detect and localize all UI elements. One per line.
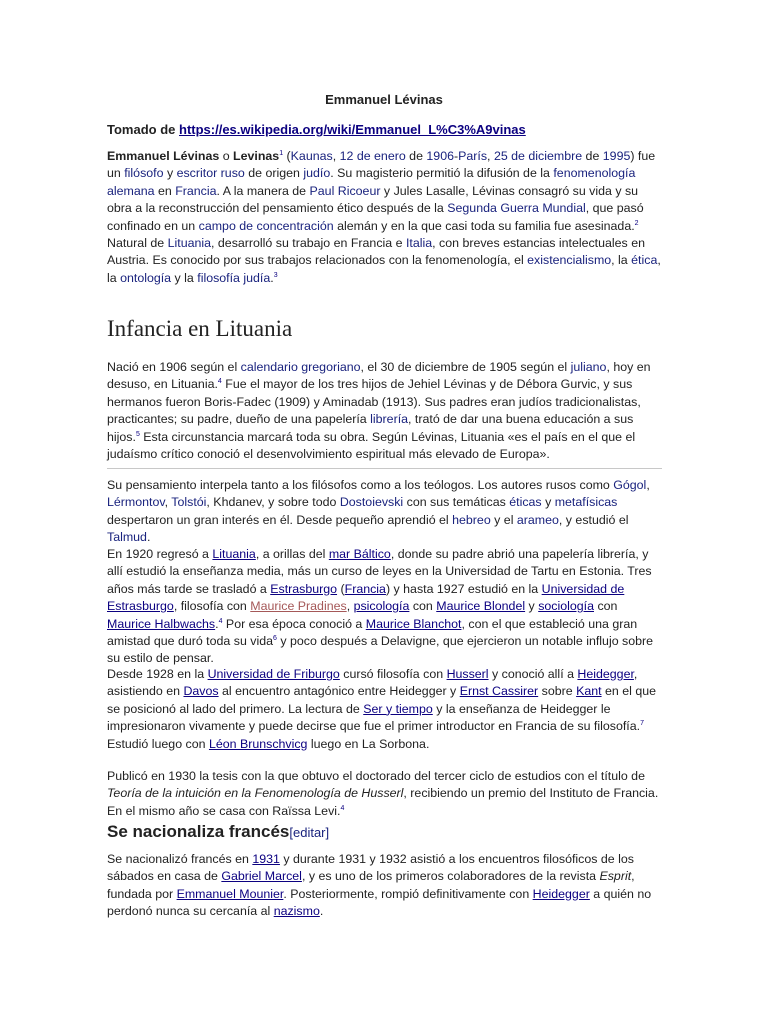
link-existencialismo[interactable]: existencialismo	[527, 253, 612, 268]
link-mar-baltico[interactable]: mar Báltico	[328, 547, 391, 561]
link-psicologia[interactable]: psicología	[353, 599, 410, 614]
link-gogol[interactable]: Gógol	[613, 478, 647, 492]
link-dostoievski[interactable]: Dostoievski	[339, 495, 404, 510]
link-segunda-guerra[interactable]: Segunda Guerra Mundial	[447, 201, 586, 216]
link-paul-ricoeur[interactable]: Paul Ricoeur	[309, 183, 381, 198]
link-francia[interactable]: Francia	[175, 183, 217, 198]
link-heidegger-2[interactable]: Heidegger	[532, 886, 590, 901]
intro-paragraph: Emmanuel Lévinas o Levinas$^1$ (Kaunas, 12 de enero de 1906-París, 25 de diciembre de 1995) fue un filósofo y escritor ruso de origen judío. Su magisterio permitió la difusión de la fenomenología alemana en Francia. A la manera de Paul Ricoeur y Jules Lasalle, Lévinas consagró su vida y su obra a la reconstrucción del pensamiento ético después de la Segunda Guerra Mundial, que pasó confinado en un campo de concentración alemán y en la que casi toda su familia fue asesinada.$^2$ Natural de Lituania, desarrolló su trabajo en Francia e Italia, con breves estancias intelectuales en Austria. Es conocido por sus trabajos relacionados con la fenomenología, el existencialismo, la ética, la ontología y la filosofía judía.$^3$	[107, 149, 661, 285]
paragraph-infancia: Nació en 1906 según el calendario gregoriano, el 30 de diciembre de 1905 según el juliano, hoy en desuso, en Lituania.$^4$ Fue el mayor de los tres hijos de Jehiel Lévinas y de Débora Gurvic, y sus hermanos fueron Boris-Fadec (1909) y Aminadab (1913). Sus padres eran judíos tradicionalistas, practicantes; su padre, dueño de una papelería librería, trató de dar una buena educación a sus hijos.$^5$ Esta circunstancia marcará toda su obra. Según Lévinas, Lituania «es el país en el que el judaísmo crítico conoció el desenvolvimiento espiritual más elevado de Europa».	[107, 360, 651, 462]
link-sociologia[interactable]: sociología	[538, 599, 594, 614]
link-universidad-estrasburgo[interactable]: Universidad de Estrasburgo	[107, 581, 625, 614]
link-12-enero[interactable]: 12 de enero	[339, 149, 406, 163]
link-juliano[interactable]: juliano	[570, 360, 607, 374]
link-25-diciembre[interactable]: 25 de diciembre	[493, 149, 583, 163]
link-talmud[interactable]: Talmud	[107, 530, 147, 545]
link-hebreo[interactable]: hebreo	[452, 512, 491, 527]
paragraph-1930: Publicó en 1930 la tesis con la que obtuvo el doctorado del tercer ciclo de estudios con el título de Teoría de la intuición en la Fenomenología de Husserl, recibiendo un premio del Instituto de Francia. En el mismo año se casa con Raïssa Levi.$^4$	[107, 769, 659, 818]
link-lituania[interactable]: Lituania	[167, 236, 212, 251]
link-maurice-pradines[interactable]: Maurice Pradines	[250, 599, 347, 614]
divider	[107, 468, 662, 469]
link-arameo[interactable]: arameo	[516, 512, 559, 527]
link-1995[interactable]: 1995	[602, 149, 631, 163]
link-emmanuel-mounier[interactable]: Emmanuel Mounier	[176, 886, 284, 901]
link-ernst-cassirer[interactable]: Ernst Cassirer	[459, 684, 539, 699]
link-tolstoi[interactable]: Tolstói	[171, 495, 207, 510]
link-maurice-halbwachs[interactable]: Maurice Halbwachs	[107, 616, 216, 631]
link-fenomenologia-alemana[interactable]: fenomenología alemana	[107, 166, 636, 198]
link-gabriel-marcel[interactable]: Gabriel Marcel	[221, 869, 302, 884]
link-metafisicas[interactable]: metafísicas	[554, 495, 618, 510]
source-link[interactable]: https://es.wikipedia.org/wiki/Emmanuel_L%C3%A9vinas	[179, 122, 526, 137]
source-line	[107, 122, 662, 137]
link-eticas[interactable]: éticas	[509, 495, 542, 510]
link-etica[interactable]: ética	[631, 253, 658, 268]
paragraph-nacionaliza: Se nacionalizó francés en 1931 y durante 1931 y 1932 asistió a los encuentros filosóficos de los sábados en casa de Gabriel Marcel, y es uno de los primeros colaboradores de la revista Esprit, fundada por Emmanuel Mounier. Posteriormente, rompió definitivamente con Heidegger a quién no perdonó nunca su cercanía al nazismo.	[107, 852, 652, 919]
link-calendario-gregoriano[interactable]: calendario gregoriano	[240, 360, 361, 374]
link-maurice-blanchot[interactable]: Maurice Blanchot	[365, 616, 462, 631]
link-lermontov[interactable]: Lérmontov	[107, 495, 165, 510]
link-husserl[interactable]: Husserl	[446, 667, 489, 681]
link-davos[interactable]: Davos	[183, 684, 219, 699]
link-campo-concentracion[interactable]: campo de concentración	[198, 218, 334, 233]
link-paris[interactable]: París	[458, 149, 488, 163]
link-ontologia[interactable]: ontología	[120, 270, 172, 285]
link-francia-2[interactable]: Francia	[344, 581, 386, 596]
heading-nacionaliza	[107, 822, 662, 842]
edit-link[interactable]: [editar]	[289, 825, 330, 840]
link-kaunas[interactable]: Kaunas	[290, 149, 333, 163]
heading-infancia: Infancia en Lituania	[107, 316, 293, 341]
link-kant[interactable]: Kant	[576, 684, 602, 699]
source-label: Tomado de	[107, 122, 176, 137]
link-filosofia-judia[interactable]: filosofía judía	[197, 270, 271, 285]
link-libreria[interactable]: librería	[370, 412, 409, 427]
link-judio[interactable]: judío	[303, 166, 331, 181]
paragraph-1920: En 1920 regresó a Lituania, a orillas del mar Báltico, donde su padre abrió una papelería librería, y allí estudió la enseñanza media, más un curso de leyes en la Universidad de Tartu en Estonia. Tres años más tarde se trasladó a Estrasburgo (Francia) y hasta 1927 estudió en la Universidad de Estrasburgo, filosofía con Maurice Pradines, psicología con Maurice Blondel y sociología con Maurice Halbwachs.$^4$ Por esa época conoció a Maurice Blanchot, con el que estableció una gran amistad que duró toda su vida$^6$ y poco después a Delavigne, que ejercieron un notable influjo sobre su estilo de pensar.	[107, 547, 654, 666]
link-estrasburgo[interactable]: Estrasburgo	[270, 581, 338, 596]
page-title: Emmanuel Lévinas	[325, 92, 443, 107]
link-1906[interactable]: 1906	[426, 149, 454, 163]
link-ruso[interactable]: ruso	[220, 166, 245, 181]
link-escritor[interactable]: escritor	[176, 166, 218, 181]
paragraph-1928: Desde 1928 en la Universidad de Friburgo cursó filosofía con Husserl y conoció allí a Heidegger, asistiendo en Davos al encuentro antagónico entre Heidegger y Ernst Cassirer sobre Kant en el que se posicionó al lado del primero. La lectura de Ser y tiempo y la enseñanza de Heidegger le impresionaron vivamente y puede decirse que fue el primer introductor en Francia de su filosofía.$^7$ Estudió luego con Léon Brunschvicg luego en La Sorbona.	[107, 667, 657, 751]
link-heidegger[interactable]: Heidegger	[577, 667, 634, 681]
link-lituania-2[interactable]: Lituania	[212, 547, 256, 561]
link-universidad-friburgo[interactable]: Universidad de Friburgo	[207, 667, 340, 681]
paragraph-pensamiento: Su pensamiento interpela tanto a los filósofos como a los teólogos. Los autores rusos como Gógol, Lérmontov, Tolstói, Khdanev, y sobre todo Dostoievski con sus temáticas éticas y metafísicas despertaron un gran interés en él. Desde pequeño aprendió el hebreo y el arameo, y estudió el Talmud.	[107, 478, 650, 545]
heading-nacionaliza-text: Se nacionaliza francés	[107, 822, 290, 841]
link-1931[interactable]: 1931	[252, 852, 280, 866]
link-filosofo[interactable]: filósofo	[124, 166, 164, 181]
link-italia[interactable]: Italia	[405, 236, 433, 251]
link-ser-y-tiempo[interactable]: Ser y tiempo	[363, 701, 433, 716]
link-leon-brunschvicg[interactable]: Léon Brunschvicg	[208, 736, 308, 751]
link-nazismo[interactable]: nazismo	[273, 904, 320, 919]
link-maurice-blondel[interactable]: Maurice Blondel	[436, 599, 526, 614]
